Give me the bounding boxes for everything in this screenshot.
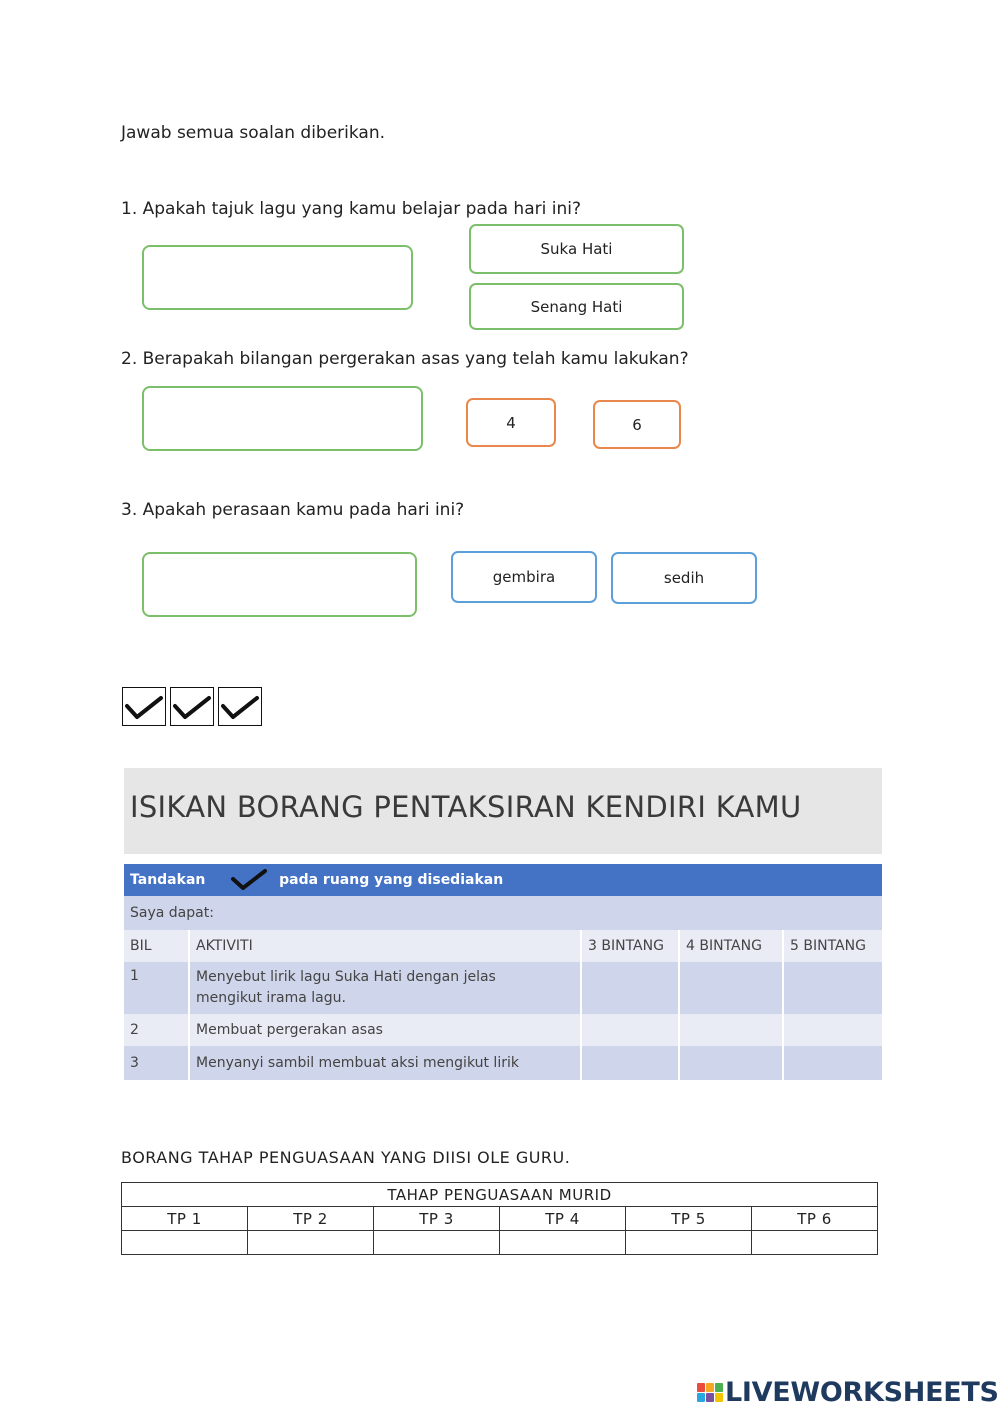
tp-header: TP 1 bbox=[122, 1207, 248, 1231]
tp-header: TP 4 bbox=[500, 1207, 626, 1231]
subheading-row bbox=[124, 896, 882, 930]
table-row bbox=[124, 1046, 882, 1080]
tp-cell[interactable] bbox=[500, 1231, 626, 1255]
row-activity: Menyanyi sambil membuat aksi mengikut lirik bbox=[189, 1046, 581, 1080]
tp-cell[interactable] bbox=[374, 1231, 500, 1255]
logo-text: LIVEWORKSHEETS bbox=[725, 1377, 999, 1408]
tp-header: TP 2 bbox=[248, 1207, 374, 1231]
question-1-text: 1. Apakah tajuk lagu yang kamu belajar pada hari ini? bbox=[121, 199, 581, 219]
row-bil: 2 bbox=[124, 1014, 189, 1046]
instruction-post: pada ruang yang disediakan bbox=[279, 872, 504, 888]
tp-cell[interactable] bbox=[248, 1231, 374, 1255]
col-header-5-bintang: 5 BINTANG bbox=[783, 930, 882, 962]
rating-cell-3[interactable] bbox=[581, 962, 679, 1014]
option-sedih[interactable]: sedih bbox=[611, 552, 757, 604]
option-suka-hati[interactable]: Suka Hati bbox=[469, 224, 684, 274]
instruction: Jawab semua soalan diberikan. bbox=[121, 123, 386, 143]
logo-mark-icon bbox=[697, 1383, 723, 1402]
liveworksheets-logo bbox=[697, 1377, 999, 1408]
col-header-4-bintang: 4 BINTANG bbox=[679, 930, 783, 962]
option-gembira[interactable]: gembira bbox=[451, 551, 597, 603]
row-bil: 1 bbox=[124, 962, 189, 1014]
tp-header: TP 6 bbox=[752, 1207, 878, 1231]
checkmark-box-2 bbox=[170, 687, 214, 726]
rating-cell-5[interactable] bbox=[783, 1014, 882, 1046]
checkmark-box-3 bbox=[218, 687, 262, 726]
rating-cell-5[interactable] bbox=[783, 1046, 882, 1080]
col-header-bil: BIL bbox=[124, 930, 189, 962]
row-bil: 3 bbox=[124, 1046, 189, 1080]
check-icon bbox=[230, 868, 270, 892]
question-2-text: 2. Berapakah bilangan pergerakan asas yang telah kamu lakukan? bbox=[121, 349, 689, 369]
question-1-answer-dropzone[interactable] bbox=[142, 245, 413, 310]
check-icon bbox=[173, 690, 211, 723]
col-header-aktiviti: AKTIVITI bbox=[189, 930, 581, 962]
self-assessment-title: ISIKAN BORANG PENTAKSIRAN KENDIRI KAMU bbox=[130, 790, 802, 824]
instruction-pre: Tandakan bbox=[130, 872, 206, 888]
table-row bbox=[124, 962, 882, 1014]
tp-cell[interactable] bbox=[752, 1231, 878, 1255]
rating-cell-3[interactable] bbox=[581, 1014, 679, 1046]
row-activity-line: Menyebut lirik lagu Suka Hati dengan jelas bbox=[196, 969, 496, 985]
question-2-answer-dropzone[interactable] bbox=[142, 386, 423, 451]
rating-cell-4[interactable] bbox=[679, 1014, 783, 1046]
table-row bbox=[124, 1014, 882, 1046]
tp-header: TP 5 bbox=[626, 1207, 752, 1231]
option-senang-hati[interactable]: Senang Hati bbox=[469, 283, 684, 330]
subheading-cell: Saya dapat: bbox=[124, 896, 882, 930]
option-6[interactable]: 6 bbox=[593, 400, 681, 449]
mastery-level-table bbox=[121, 1182, 878, 1255]
tp-cell[interactable] bbox=[626, 1231, 752, 1255]
rating-cell-4[interactable] bbox=[679, 1046, 783, 1080]
teacher-form-heading: BORANG TAHAP PENGUASAAN YANG DIISI OLE GURU. bbox=[121, 1148, 571, 1167]
row-activity: Membuat pergerakan asas bbox=[189, 1014, 581, 1046]
question-3-text: 3. Apakah perasaan kamu pada hari ini? bbox=[121, 500, 465, 520]
row-activity bbox=[189, 962, 581, 1014]
question-3-answer-dropzone[interactable] bbox=[142, 552, 417, 617]
col-header-3-bintang: 3 BINTANG bbox=[581, 930, 679, 962]
checkmark-box-1 bbox=[122, 687, 166, 726]
self-assessment-table bbox=[124, 864, 882, 1080]
rating-cell-4[interactable] bbox=[679, 962, 783, 1014]
check-icon bbox=[125, 690, 163, 723]
rating-cell-5[interactable] bbox=[783, 962, 882, 1014]
option-4[interactable]: 4 bbox=[466, 398, 556, 447]
rating-cell-3[interactable] bbox=[581, 1046, 679, 1080]
check-icon bbox=[221, 690, 259, 723]
column-header-row bbox=[124, 930, 882, 962]
tp-header: TP 3 bbox=[374, 1207, 500, 1231]
row-activity-line: mengikut irama lagu. bbox=[196, 990, 346, 1006]
instruction-row bbox=[124, 864, 882, 896]
mastery-table-title: TAHAP PENGUASAAN MURID bbox=[122, 1183, 878, 1207]
instruction-cell bbox=[124, 864, 882, 896]
tp-cell[interactable] bbox=[122, 1231, 248, 1255]
